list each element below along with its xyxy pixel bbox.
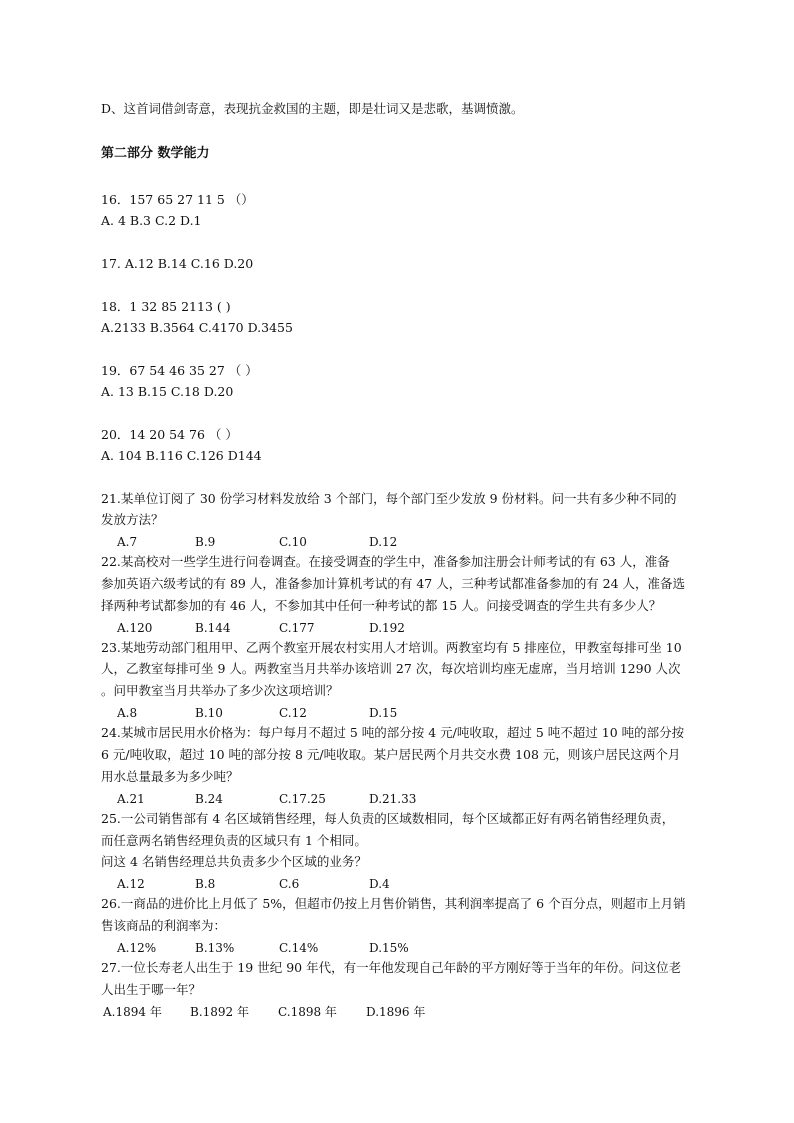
question-25-option-a: A.12 <box>117 877 145 891</box>
question-26-option-b: B.13% <box>195 941 235 955</box>
question-24-line: 6 元/吨收取，超过 10 吨的部分按 8 元/吨收取。某户居民两个月共交水费 108 元，则该户居民这两个月 <box>101 747 681 762</box>
question-22-option-a: A.120 <box>117 621 153 635</box>
question-22-option-c: C.177 <box>279 621 315 635</box>
question-25-option-d: D.4 <box>369 877 390 891</box>
question-22-line: 择两种考试都参加的有 46 人，不参加其中任何一种考试的都 15 人。问接受调查的学生共有多少人？ <box>101 598 662 613</box>
question-24-line: 用水总量最多为多少吨？ <box>101 769 239 784</box>
question-21-option-c: C.10 <box>279 535 307 549</box>
question-27-option-c: C.1898 年 <box>278 1005 337 1019</box>
question-23-option-d: D.15 <box>369 706 398 720</box>
question-24-option-d: D.21.33 <box>369 792 417 806</box>
question-22-option-b: B.144 <box>195 621 231 635</box>
question-21-line: 21.某单位订阅了 30 份学习材料发放给 3 个部门，每个部门至少发放 9 份材料。问一共有多少种不同的 <box>101 491 677 506</box>
question-18-options: A.2133 B.3564 C.4170 D.3455 <box>101 320 293 335</box>
question-21-option-a: A.7 <box>117 535 138 549</box>
question-27-line: 人出生于哪一年？ <box>101 982 202 997</box>
previous-question-option-d: D、这首词借剑寄意，表现抗金救国的主题，即是壮词又是悲歌，基调愤激。 <box>101 101 524 116</box>
question-27-option-b: B.1892 年 <box>190 1005 249 1019</box>
question-21-option-b: B.9 <box>195 535 216 549</box>
question-18-stem: 18．1 32 85 2113 ( ) <box>101 299 231 314</box>
question-16-options: A. 4 B.3 C.2 D.1 <box>101 213 202 228</box>
question-25-line: 25.一公司销售部有 4 名区域销售经理，每人负责的区域数相同，每个区域都正好有两名销售经理负责， <box>101 811 675 826</box>
question-19-stem: 19．67 54 46 35 27 （ ） <box>101 363 258 378</box>
question-19-options: A. 13 B.15 C.18 D.20 <box>101 384 234 399</box>
question-26-option-a: A.12% <box>117 941 157 955</box>
question-27-option-a: A.1894 年 <box>103 1005 162 1019</box>
question-17-stem: 17. A.12 B.14 C.16 D.20 <box>101 256 254 271</box>
question-20-stem: 20．14 20 54 76 （ ） <box>101 427 238 442</box>
question-23-option-c: C.12 <box>279 706 307 720</box>
section-title: 第二部分 数学能力 <box>101 146 210 161</box>
question-27-line: 27.一位长寿老人出生于 19 世纪 90 年代，有一年他发现自己年龄的平方刚好等于当年的年份。问这位老 <box>101 960 682 975</box>
question-26-line: 26.一商品的进价比上月低了 5%，但超市仍按上月售价销售，其利润率提高了 6 个百分点，则超市上月销 <box>101 896 686 911</box>
question-21-option-d: D.12 <box>369 535 398 549</box>
question-25-option-c: C.6 <box>279 877 300 891</box>
question-26-line: 售该商品的利润率为： <box>101 918 227 933</box>
question-25-option-b: B.8 <box>195 877 216 891</box>
question-23-line: 。问甲教室当月共举办了多少次这项培训？ <box>101 683 339 698</box>
question-27-option-d: D.1896 年 <box>366 1005 426 1019</box>
question-24-line: 24.某城市居民用水价格为：每户每月不超过 5 吨的部分按 4 元/吨收取，超过 5 吨不超过 10 吨的部分按 <box>101 725 685 740</box>
question-23-option-b: B.10 <box>195 706 223 720</box>
question-16-stem: 16．157 65 27 11 5 （） <box>101 192 254 207</box>
question-24-option-a: A.21 <box>117 792 145 806</box>
question-21-line: 发放方法？ <box>101 512 164 527</box>
question-26-option-c: C.14% <box>279 941 319 955</box>
question-23-line: 23.某地劳动部门租用甲、乙两个教室开展农村实用人才培训。两教室均有 5 排座位，甲教室每排可坐 10 <box>101 640 682 655</box>
question-25-line: 问这 4 名销售经理总共负责多少个区域的业务？ <box>101 854 367 869</box>
question-23-option-a: A.8 <box>117 706 138 720</box>
question-22-line: 参加英语六级考试的有 89 人，准备参加计算机考试的有 47 人，三种考试都准备参加的有 24 人，准备选 <box>101 576 686 591</box>
question-24-option-c: C.17.25 <box>279 792 326 806</box>
question-23-line: 人，乙教室每排可坐 9 人。两教室当月共举办该培训 27 次，每次培训均座无虚席，当月培训 1290 人次 <box>101 661 681 676</box>
question-24-option-b: B.24 <box>195 792 223 806</box>
question-25-line: 而任意两名销售经理负责的区域只有 1 个相同。 <box>101 833 367 848</box>
question-22-option-d: D.192 <box>369 621 405 635</box>
question-26-option-d: D.15% <box>369 941 409 955</box>
question-20-options: A. 104 B.116 C.126 D144 <box>101 448 262 463</box>
question-22-line: 22.某高校对一些学生进行问卷调查。在接受调查的学生中，准备参加注册会计师考试的有 63 人，准备 <box>101 554 670 569</box>
